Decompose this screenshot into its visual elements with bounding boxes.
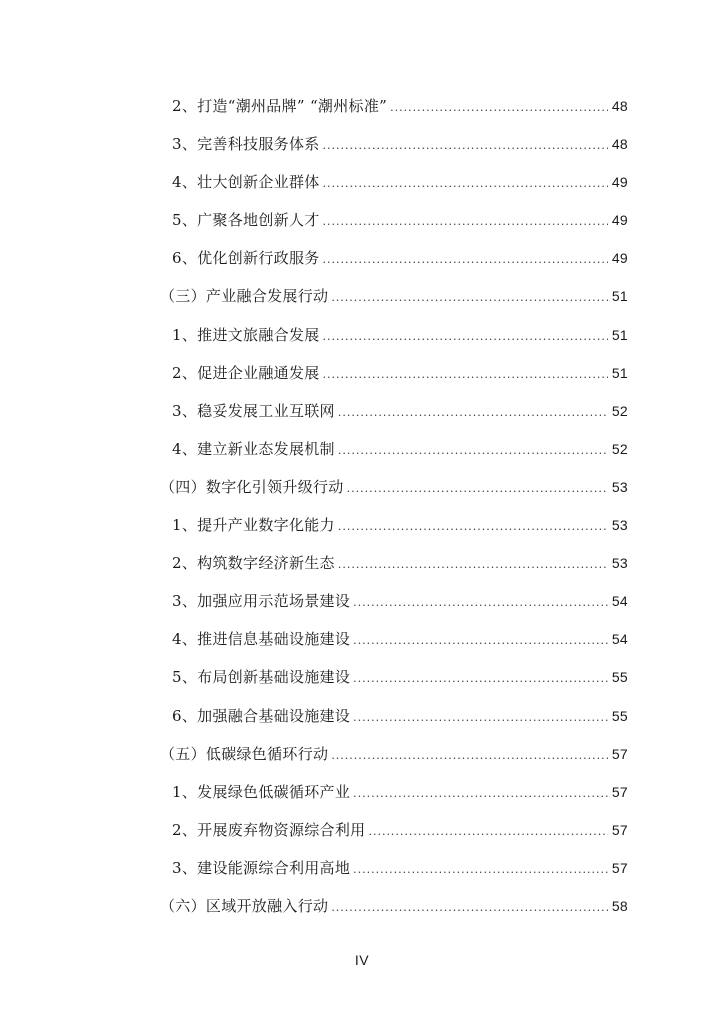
toc-entry-page: 51 — [611, 364, 628, 381]
toc-dot-leader — [331, 279, 608, 317]
toc-dot-leader — [353, 851, 608, 889]
toc-dot-leader — [323, 318, 608, 356]
toc-entry[interactable] — [0, 163, 724, 201]
toc-entry[interactable] — [0, 354, 724, 392]
toc-entry[interactable] — [0, 392, 724, 430]
toc-entry-page: 51 — [611, 326, 628, 343]
toc-entry-page: 52 — [611, 440, 628, 457]
toc-entry-title: 6、优化创新行政服务 — [172, 249, 320, 268]
toc-entry-title: 1、提升产业数字化能力 — [172, 516, 335, 535]
toc-entry-title: （五）低碳绿色循环行动 — [160, 744, 329, 763]
toc-entry[interactable] — [0, 658, 724, 696]
toc-dot-leader — [338, 546, 608, 584]
toc-entry[interactable] — [0, 811, 724, 849]
toc-entry-title: 3、加强应用示范场景建设 — [172, 592, 351, 611]
toc-section-entry[interactable] — [0, 468, 724, 506]
toc-entry-page: 57 — [611, 783, 628, 800]
toc-entry-title: 5、布局创新基础设施建设 — [172, 668, 351, 687]
toc-section-entry[interactable] — [0, 735, 724, 773]
toc-entry-page: 58 — [611, 897, 628, 914]
toc-entry[interactable] — [0, 201, 724, 239]
toc-entry-title: 3、稳妥发展工业互联网 — [172, 401, 335, 420]
toc-entry[interactable] — [0, 316, 724, 354]
toc-entry[interactable] — [0, 849, 724, 887]
toc-entry-page: 49 — [611, 212, 628, 229]
toc-entry-page: 57 — [611, 821, 628, 838]
toc-dot-leader — [353, 584, 608, 622]
toc-dot-leader — [323, 203, 608, 241]
toc-dot-leader — [331, 737, 608, 775]
toc-entry[interactable] — [0, 697, 724, 735]
toc-dot-leader — [353, 699, 608, 737]
toc-entry[interactable] — [0, 125, 724, 163]
toc-entry-title: 4、推进信息基础设施建设 — [172, 630, 351, 649]
toc-entry-page: 49 — [611, 250, 628, 267]
toc-entry-title: 1、推进文旅融合发展 — [172, 325, 320, 344]
toc-entry-page: 51 — [611, 288, 628, 305]
toc-entry-title: 5、广聚各地创新人才 — [172, 211, 320, 230]
toc-entry[interactable] — [0, 544, 724, 582]
toc-dot-leader — [323, 356, 608, 394]
toc-dot-leader — [347, 470, 608, 508]
toc-dot-leader — [353, 660, 608, 698]
toc-entry-page: 54 — [611, 631, 628, 648]
toc-dot-leader — [323, 165, 608, 203]
toc-entry-page: 48 — [611, 136, 628, 153]
toc-entry-title: （四）数字化引领升级行动 — [160, 477, 344, 496]
toc-entry-page: 54 — [611, 593, 628, 610]
toc-entry-page: 49 — [611, 174, 628, 191]
toc-entry-title: 1、发展绿色低碳循环产业 — [172, 782, 351, 801]
table-of-contents — [0, 87, 724, 925]
toc-entry[interactable] — [0, 430, 724, 468]
toc-dot-leader — [331, 889, 608, 927]
toc-entry-page: 53 — [611, 478, 628, 495]
toc-dot-leader — [338, 432, 608, 470]
toc-entry-title: 2、构筑数字经济新生态 — [172, 554, 335, 573]
toc-entry-title: 2、打造“潮州品牌” “潮州标准” — [172, 97, 388, 115]
toc-entry-title: 3、完善科技服务体系 — [172, 135, 320, 154]
toc-entry-page: 57 — [611, 859, 628, 876]
toc-entry-page: 52 — [611, 402, 628, 419]
toc-dot-leader — [353, 775, 608, 813]
toc-dot-leader — [338, 394, 608, 432]
toc-dot-leader — [338, 508, 608, 546]
toc-entry-title: 4、壮大创新企业群体 — [172, 173, 320, 192]
toc-entry[interactable] — [0, 582, 724, 620]
toc-dot-leader — [353, 622, 608, 660]
toc-entry-page: 55 — [611, 707, 628, 724]
toc-entry-title: 3、建设能源综合利用高地 — [172, 858, 351, 877]
toc-section-entry[interactable] — [0, 887, 724, 925]
toc-entry-title: （三）产业融合发展行动 — [160, 287, 329, 306]
toc-entry-title: 6、加强融合基础设施建设 — [172, 706, 351, 725]
toc-entry-page: 53 — [611, 517, 628, 534]
toc-section-entry[interactable] — [0, 277, 724, 315]
toc-entry-page: 55 — [611, 669, 628, 686]
toc-dot-leader — [323, 241, 608, 279]
toc-entry-title: 4、建立新业态发展机制 — [172, 439, 335, 458]
toc-entry[interactable] — [0, 506, 724, 544]
toc-entry-title: 2、开展废弃物资源综合利用 — [172, 820, 366, 839]
toc-dot-leader — [368, 813, 608, 851]
toc-entry-page: 57 — [611, 745, 628, 762]
toc-dot-leader — [323, 127, 608, 165]
toc-entry-page: 53 — [611, 555, 628, 572]
toc-entry[interactable] — [0, 773, 724, 811]
toc-entry[interactable] — [0, 620, 724, 658]
toc-entry-title: 2、促进企业融通发展 — [172, 363, 320, 382]
toc-entry[interactable] — [0, 87, 724, 125]
page-number: IV — [354, 952, 370, 968]
toc-entry-title: （六）区域开放融入行动 — [160, 896, 329, 915]
toc-entry-page: 48 — [611, 98, 628, 114]
toc-entry[interactable] — [0, 239, 724, 277]
toc-dot-leader — [390, 89, 608, 127]
